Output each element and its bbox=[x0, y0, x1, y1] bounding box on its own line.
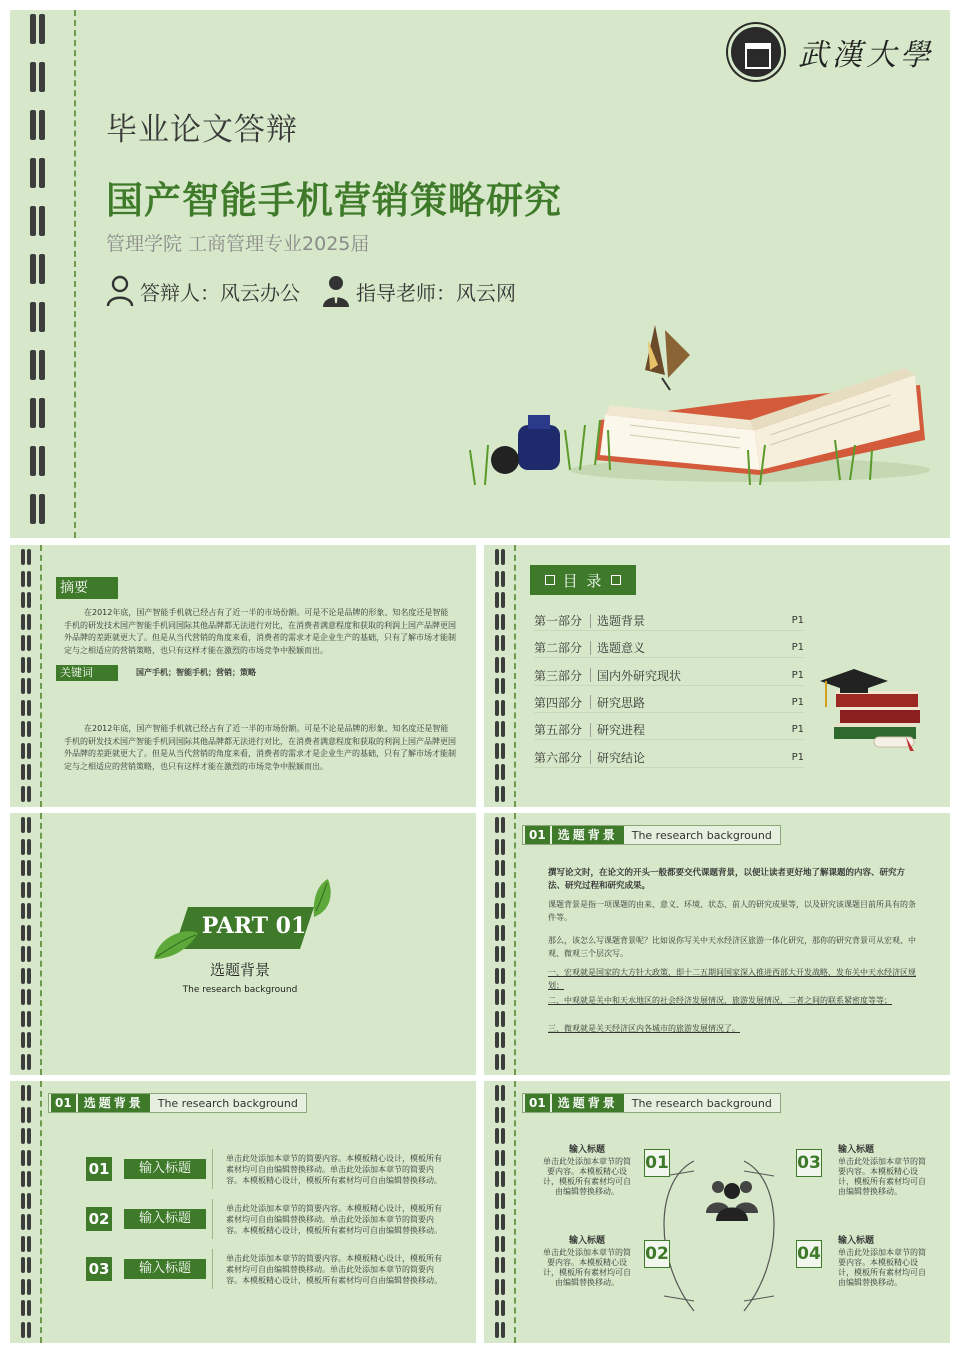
toc-part: 第六部分 bbox=[534, 750, 583, 765]
binding-ring-icon bbox=[20, 946, 34, 962]
binding-ring-icon bbox=[20, 571, 34, 587]
diagram-node: 03 bbox=[796, 1149, 822, 1177]
section-number: 01 bbox=[51, 1094, 76, 1112]
defender-label: 答辩人：风云办公 bbox=[140, 280, 300, 305]
binding-ring-icon bbox=[20, 860, 34, 876]
section-tag bbox=[522, 825, 781, 845]
background-slide bbox=[484, 813, 950, 1075]
keywords-label: 关键词 bbox=[56, 665, 118, 681]
binding-ring-icon bbox=[494, 817, 508, 833]
binding-ring-icon bbox=[28, 206, 48, 236]
person-outline-icon bbox=[106, 275, 134, 307]
binding-ring-icon bbox=[28, 446, 48, 476]
toc-separator bbox=[590, 723, 591, 737]
dashed-margin-line bbox=[40, 813, 42, 1075]
binding-ring-icon bbox=[20, 592, 34, 608]
binding-ring-icon bbox=[20, 1193, 34, 1209]
toc-name: 国内外研究现状 bbox=[597, 668, 682, 683]
binding-ring-icon bbox=[20, 700, 34, 716]
binding-ring-icon bbox=[494, 549, 508, 565]
binding-ring-icon bbox=[494, 1054, 508, 1070]
toc-name: 选题意义 bbox=[597, 641, 646, 656]
list-item bbox=[86, 1249, 466, 1289]
toc-name: 选题背景 bbox=[597, 614, 646, 628]
list-number: 02 bbox=[86, 1207, 112, 1231]
toc-heading-text: 目 录 bbox=[562, 571, 604, 590]
section-tag bbox=[522, 1093, 781, 1113]
background-level-1: 一、宏观就是国家的大方针大政策，即十二五期间国家深入推进西部大开发战略，发布关中天水经济区规划； bbox=[548, 968, 916, 990]
binding-ring-icon bbox=[494, 1128, 508, 1144]
toc-part: 第三部分 bbox=[534, 668, 583, 683]
advisor-label: 指导老师：风云网 bbox=[356, 280, 516, 305]
binding-ring-icon bbox=[20, 903, 34, 919]
diagram-slide bbox=[484, 1081, 950, 1343]
toc-page: P1 bbox=[791, 696, 804, 708]
cover-school: 管理学院 工商管理专业2025届 bbox=[106, 233, 370, 255]
dashed-margin-line bbox=[40, 1081, 42, 1343]
binding-ring-icon bbox=[494, 1236, 508, 1252]
toc-part: 第二部分 bbox=[534, 641, 583, 656]
section-title: 选题背景 bbox=[552, 1094, 624, 1112]
toc-name: 研究结论 bbox=[597, 750, 646, 765]
list-title: 输入标题 bbox=[124, 1159, 206, 1179]
section-number: 01 bbox=[525, 1094, 550, 1112]
list-title: 输入标题 bbox=[124, 1209, 206, 1229]
binding-ring-icon bbox=[494, 1107, 508, 1123]
diagram-text bbox=[838, 1236, 928, 1288]
square-icon bbox=[611, 575, 621, 585]
part-slide bbox=[10, 813, 476, 1075]
binding-ring-icon bbox=[20, 657, 34, 673]
university-seal-icon bbox=[728, 24, 784, 80]
background-paragraph-1: 课题背景是指一项课题的由来、意义、环境、状态、前人的研究成果等，以及研究该课题目前所具有的条件等。 bbox=[548, 900, 916, 922]
binding-ring-icon bbox=[20, 925, 34, 941]
dashed-margin-line bbox=[40, 545, 42, 807]
background-lead: 撰写论文时，在论文的开头一般都要交代课题背景，以便让读者更好地了解课题的内容、研究方法、研究过程和研究成果。 bbox=[548, 868, 906, 891]
binding-ring-icon bbox=[28, 158, 48, 188]
binding-ring-icon bbox=[494, 1032, 508, 1048]
list-description: 单击此处添加本章节的简要内容。本模板精心设计，模板所有素材均可自由编辑替换移动。单击此处添加本章节的简要内容。本模板精心设计，模板所有素材均可自由编辑替换移动。 bbox=[226, 1154, 442, 1185]
binding-ring-icon bbox=[494, 839, 508, 855]
binding-ring-icon bbox=[20, 1011, 34, 1027]
binding-ring-icon bbox=[494, 1279, 508, 1295]
abstract-heading: 摘要 bbox=[56, 577, 118, 599]
binding-ring-icon bbox=[20, 839, 34, 855]
binding-ring-icon bbox=[20, 721, 34, 737]
dashed-margin-line bbox=[514, 1081, 516, 1343]
binding-ring-icon bbox=[494, 1300, 508, 1316]
cover-title: 国产智能手机营销策略研究 bbox=[106, 179, 562, 222]
binding-ring-icon bbox=[28, 350, 48, 380]
toc-slide bbox=[484, 545, 950, 807]
toc-heading bbox=[530, 565, 636, 595]
binding-ring-icon bbox=[494, 989, 508, 1005]
toc-name: 研究进程 bbox=[597, 723, 646, 738]
list-description: 单击此处添加本章节的简要内容。本模板精心设计，模板所有素材均可自由编辑替换移动。单击此处添加本章节的简要内容。本模板精心设计，模板所有素材均可自由编辑替换移动。 bbox=[226, 1254, 442, 1285]
toc-name: 研究思路 bbox=[597, 695, 646, 710]
diagram-description: 单击此处添加本章节的简要内容。本模板精心设计，模板所有素材均可自由编辑替换移动。 bbox=[838, 1248, 926, 1287]
binding-ring-icon bbox=[28, 302, 48, 332]
toc-separator bbox=[590, 695, 591, 709]
keywords-value: 国产手机；智能手机；营销；策略 bbox=[136, 668, 256, 677]
binding-ring-icon bbox=[494, 721, 508, 737]
binding-ring-icon bbox=[28, 110, 48, 140]
binding-ring-icon bbox=[20, 1032, 34, 1048]
binding-ring-icon bbox=[20, 1322, 34, 1338]
binding-ring-icon bbox=[20, 1279, 34, 1295]
binding-ring-icon bbox=[494, 1257, 508, 1273]
binding-ring-icon bbox=[20, 1171, 34, 1187]
binding-ring-icon bbox=[494, 946, 508, 962]
toc-part: 第四部分 bbox=[534, 695, 583, 710]
dashed-margin-line bbox=[514, 545, 516, 807]
diagram-title: 输入标题 bbox=[838, 1145, 875, 1155]
dashed-margin-line bbox=[514, 813, 516, 1075]
diagram-node: 02 bbox=[644, 1240, 670, 1268]
binding-ring-icon bbox=[20, 1054, 34, 1070]
binding-ring-icon bbox=[494, 1214, 508, 1230]
diagram-text bbox=[838, 1145, 928, 1197]
abstract-slide bbox=[10, 545, 476, 807]
binding-ring-icon bbox=[494, 1011, 508, 1027]
binding-ring-icon bbox=[20, 549, 34, 565]
section-english: The research background bbox=[157, 1096, 298, 1110]
binding-ring-icon bbox=[28, 398, 48, 428]
binding-ring-icon bbox=[494, 968, 508, 984]
list-item bbox=[86, 1199, 466, 1239]
binding-ring-icon bbox=[28, 494, 48, 524]
binding-ring-icon bbox=[20, 614, 34, 630]
binding-ring-icon bbox=[20, 635, 34, 651]
diagram-node: 04 bbox=[796, 1240, 822, 1268]
diagram-node: 01 bbox=[644, 1149, 670, 1177]
binding-ring-icon bbox=[20, 678, 34, 694]
binding-ring-icon bbox=[20, 989, 34, 1005]
diagram-title: 输入标题 bbox=[838, 1236, 875, 1246]
section-english: The research background bbox=[631, 828, 772, 842]
diagram-title: 输入标题 bbox=[568, 1236, 605, 1246]
background-level-2: 二、中观就是关中和天水地区的社会经济发展情况，旅游发展情况，二者之间的联系紧密度等等； bbox=[548, 996, 892, 1005]
dashed-margin-line bbox=[74, 10, 76, 538]
cover-subtitle: 毕业论文答辩 bbox=[106, 112, 298, 148]
binding-ring-icon bbox=[28, 62, 48, 92]
toc-part: 第一部分 bbox=[534, 614, 583, 628]
abstract-paragraph-1: 在2012年底，国产智能手机就已经占有了近一半的市场份额。可是不论是品牌的形象、知名度还是智能手机的研发技术国产智能手机同国际其他品牌都无法进行对比，在消费者满意程度和获取的利润上国产品牌更国外品牌的差距就更大了。但是从当代营销的角度来看，消费者的需求才是企业生产的基础，只有了解市场才能制定与之相适应的营销策略，也只有这样才能在激烈的市场竞争中脱颖而出。 bbox=[64, 608, 456, 655]
books-graduation-cap-illustration bbox=[814, 665, 926, 757]
diagram-text bbox=[542, 1236, 632, 1288]
binding-ring-icon bbox=[494, 1171, 508, 1187]
binding-ring-icon bbox=[20, 743, 34, 759]
binding-ring-icon bbox=[494, 764, 508, 780]
toc-item[interactable] bbox=[534, 666, 804, 686]
part-label: PART 01 bbox=[201, 913, 307, 939]
toc-page: P1 bbox=[791, 615, 804, 626]
diagram-description: 单击此处添加本章节的简要内容。本模板精心设计，模板所有素材均可自由编辑替换移动。 bbox=[543, 1157, 631, 1196]
binding-ring-icon bbox=[20, 1236, 34, 1252]
list-divider bbox=[212, 1199, 213, 1239]
part-title: 选题背景 bbox=[209, 961, 270, 979]
abstract-paragraph-2: 在2012年底，国产智能手机就已经占有了近一半的市场份额。可是不论是品牌的形象、知名度还是智能手机的研发技术国产智能手机同国际其他品牌都无法进行对比，在消费者满意程度和获取的利润上国产品牌更国外品牌的差距就更大了。但是从当代营销的角度来看，消费者的需求才是企业生产的基础，只有了解市场才能制定与之相适应的营销策略，也只有这样才能在激烈的市场竞争中脱颖而出。 bbox=[64, 724, 456, 771]
university-name: 武漢大學 bbox=[798, 38, 934, 73]
list-number: 03 bbox=[86, 1257, 112, 1281]
binding-ring-icon bbox=[494, 1322, 508, 1338]
binding-ring-icon bbox=[20, 764, 34, 780]
section-title: 选题背景 bbox=[552, 826, 624, 844]
teacher-icon bbox=[322, 275, 350, 307]
toc-page: P1 bbox=[791, 724, 804, 736]
cover-slide bbox=[10, 10, 950, 538]
list-divider bbox=[212, 1249, 213, 1289]
toc-part: 第五部分 bbox=[534, 723, 583, 738]
binding-ring-icon bbox=[20, 1085, 34, 1101]
defender-info bbox=[106, 274, 300, 308]
binding-ring-icon bbox=[20, 968, 34, 984]
toc-item[interactable] bbox=[534, 748, 804, 768]
binding-ring-icon bbox=[494, 925, 508, 941]
toc-item[interactable] bbox=[534, 638, 804, 658]
binding-ring-icon bbox=[20, 1107, 34, 1123]
background-paragraph-2: 那么，该怎么写课题背景呢？比如说你写关中天水经济区旅游一体化研究，那你的研究背景可从宏观、中观、微观三个层次写。 bbox=[548, 936, 916, 958]
list-title: 输入标题 bbox=[124, 1259, 206, 1279]
part-subtitle: The research background bbox=[182, 985, 298, 995]
binding-ring-icon bbox=[494, 786, 508, 802]
section-tag bbox=[48, 1093, 307, 1113]
list-number: 01 bbox=[86, 1157, 112, 1181]
list-slide bbox=[10, 1081, 476, 1343]
binding-ring-icon bbox=[494, 592, 508, 608]
binding-ring-icon bbox=[494, 882, 508, 898]
binding-ring-icon bbox=[494, 700, 508, 716]
list-item bbox=[86, 1149, 466, 1189]
book-butterfly-illustration bbox=[450, 300, 930, 510]
diagram-description: 单击此处添加本章节的简要内容。本模板精心设计，模板所有素材均可自由编辑替换移动。 bbox=[838, 1157, 926, 1196]
binding-ring-icon bbox=[494, 657, 508, 673]
binding-ring-icon bbox=[20, 817, 34, 833]
binding-ring-icon bbox=[494, 743, 508, 759]
toc-item[interactable] bbox=[534, 693, 804, 713]
section-number: 01 bbox=[525, 826, 550, 844]
university-logo bbox=[728, 24, 934, 80]
toc-item[interactable] bbox=[534, 720, 804, 740]
toc-separator bbox=[590, 750, 591, 764]
group-people-icon bbox=[702, 1175, 762, 1223]
section-title: 选题背景 bbox=[78, 1094, 150, 1112]
diagram-text bbox=[542, 1145, 632, 1197]
square-icon bbox=[545, 575, 555, 585]
binding-ring-icon bbox=[494, 614, 508, 630]
binding-ring-icon bbox=[494, 903, 508, 919]
spiral-binding bbox=[24, 10, 54, 538]
list-divider bbox=[212, 1149, 213, 1189]
section-english: The research background bbox=[631, 1096, 772, 1110]
binding-ring-icon bbox=[20, 1214, 34, 1230]
binding-ring-icon bbox=[494, 635, 508, 651]
binding-ring-icon bbox=[28, 254, 48, 284]
toc-separator bbox=[590, 668, 591, 682]
list-description: 单击此处添加本章节的简要内容。本模板精心设计，模板所有素材均可自由编辑替换移动。单击此处添加本章节的简要内容。本模板精心设计，模板所有素材均可自由编辑替换移动。 bbox=[226, 1204, 442, 1235]
binding-ring-icon bbox=[494, 1085, 508, 1101]
binding-ring-icon bbox=[494, 571, 508, 587]
binding-ring-icon bbox=[494, 678, 508, 694]
binding-ring-icon bbox=[20, 1128, 34, 1144]
binding-ring-icon bbox=[28, 14, 48, 44]
binding-ring-icon bbox=[20, 1300, 34, 1316]
toc-page: P1 bbox=[791, 642, 804, 654]
binding-ring-icon bbox=[20, 786, 34, 802]
binding-ring-icon bbox=[20, 882, 34, 898]
background-level-3: 三、微观就是关天经济区内各城市的旅游发展情况了。 bbox=[548, 1024, 740, 1033]
toc-separator bbox=[590, 614, 591, 628]
binding-ring-icon bbox=[494, 1150, 508, 1166]
binding-ring-icon bbox=[20, 1257, 34, 1273]
binding-ring-icon bbox=[20, 1150, 34, 1166]
diagram-description: 单击此处添加本章节的简要内容。本模板精心设计，模板所有素材均可自由编辑替换移动。 bbox=[543, 1248, 631, 1287]
toc-item[interactable] bbox=[534, 611, 804, 631]
diagram-title: 输入标题 bbox=[568, 1145, 605, 1155]
binding-ring-icon bbox=[494, 1193, 508, 1209]
toc-separator bbox=[590, 641, 591, 655]
binding-ring-icon bbox=[494, 860, 508, 876]
toc-page: P1 bbox=[791, 669, 804, 681]
toc-page: P1 bbox=[791, 751, 804, 763]
